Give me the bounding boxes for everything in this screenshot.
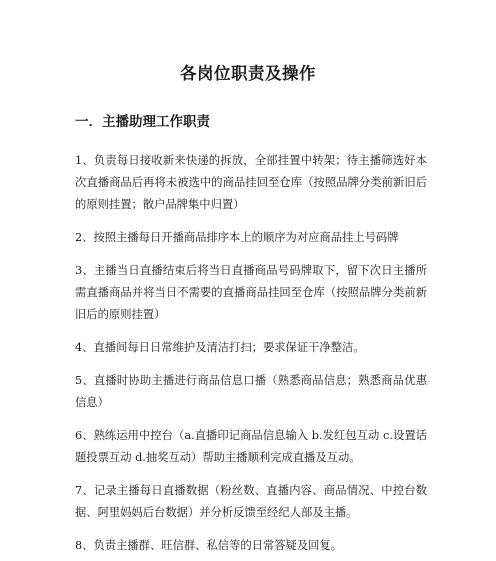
duty-item-2: 2、按照主播每日开播商品排序本上的顺序为对应商品挂上号码牌 (75, 231, 399, 244)
duty-item-6: 6、熟练运用中控台（a.直播印记商品信息输入 b.发红包互动 c.设置话题投票互动 d.抽奖互动）帮助主播顺利完成直播及互动。 (75, 429, 427, 464)
duty-item-4: 4、直播间每日日常维护及清洁打扫；要求保证干净整洁。 (75, 341, 365, 354)
duty-item-1: 1、负责每日接收新来快递的拆放，全部挂置中转架；待主播筛选好本次直播商品后再将未被选中的商品挂回至仓库（按照品牌分类前新旧后的原则挂置；散户品牌集中归置） (75, 154, 427, 211)
duty-item-3: 3、主播当日直播结束后将当日直播商品号码牌取下，留下次日主播所需直播商品并将当日不需要的直播商品挂回至仓库（按照品牌分类前新旧后的原则挂置） (75, 264, 427, 321)
duty-item-8: 8、负责主播群、旺信群、私信等的日常答疑及回复。 (75, 539, 343, 552)
duty-item-5: 5、直播时协助主播进行商品信息口播（熟悉商品信息；熟悉商品优惠信息） (75, 374, 427, 409)
section-heading: 一．主播助理工作职责 (75, 114, 210, 130)
duty-list (75, 150, 427, 561)
document-title: 各岗位职责及操作 (180, 64, 316, 83)
duty-item-7: 7、记录主播每日直播数据（粉丝数、直播内容、商品情况、中控台数据、阿里妈妈后台数据）并分析反馈至经纪人部及主播。 (75, 484, 427, 519)
